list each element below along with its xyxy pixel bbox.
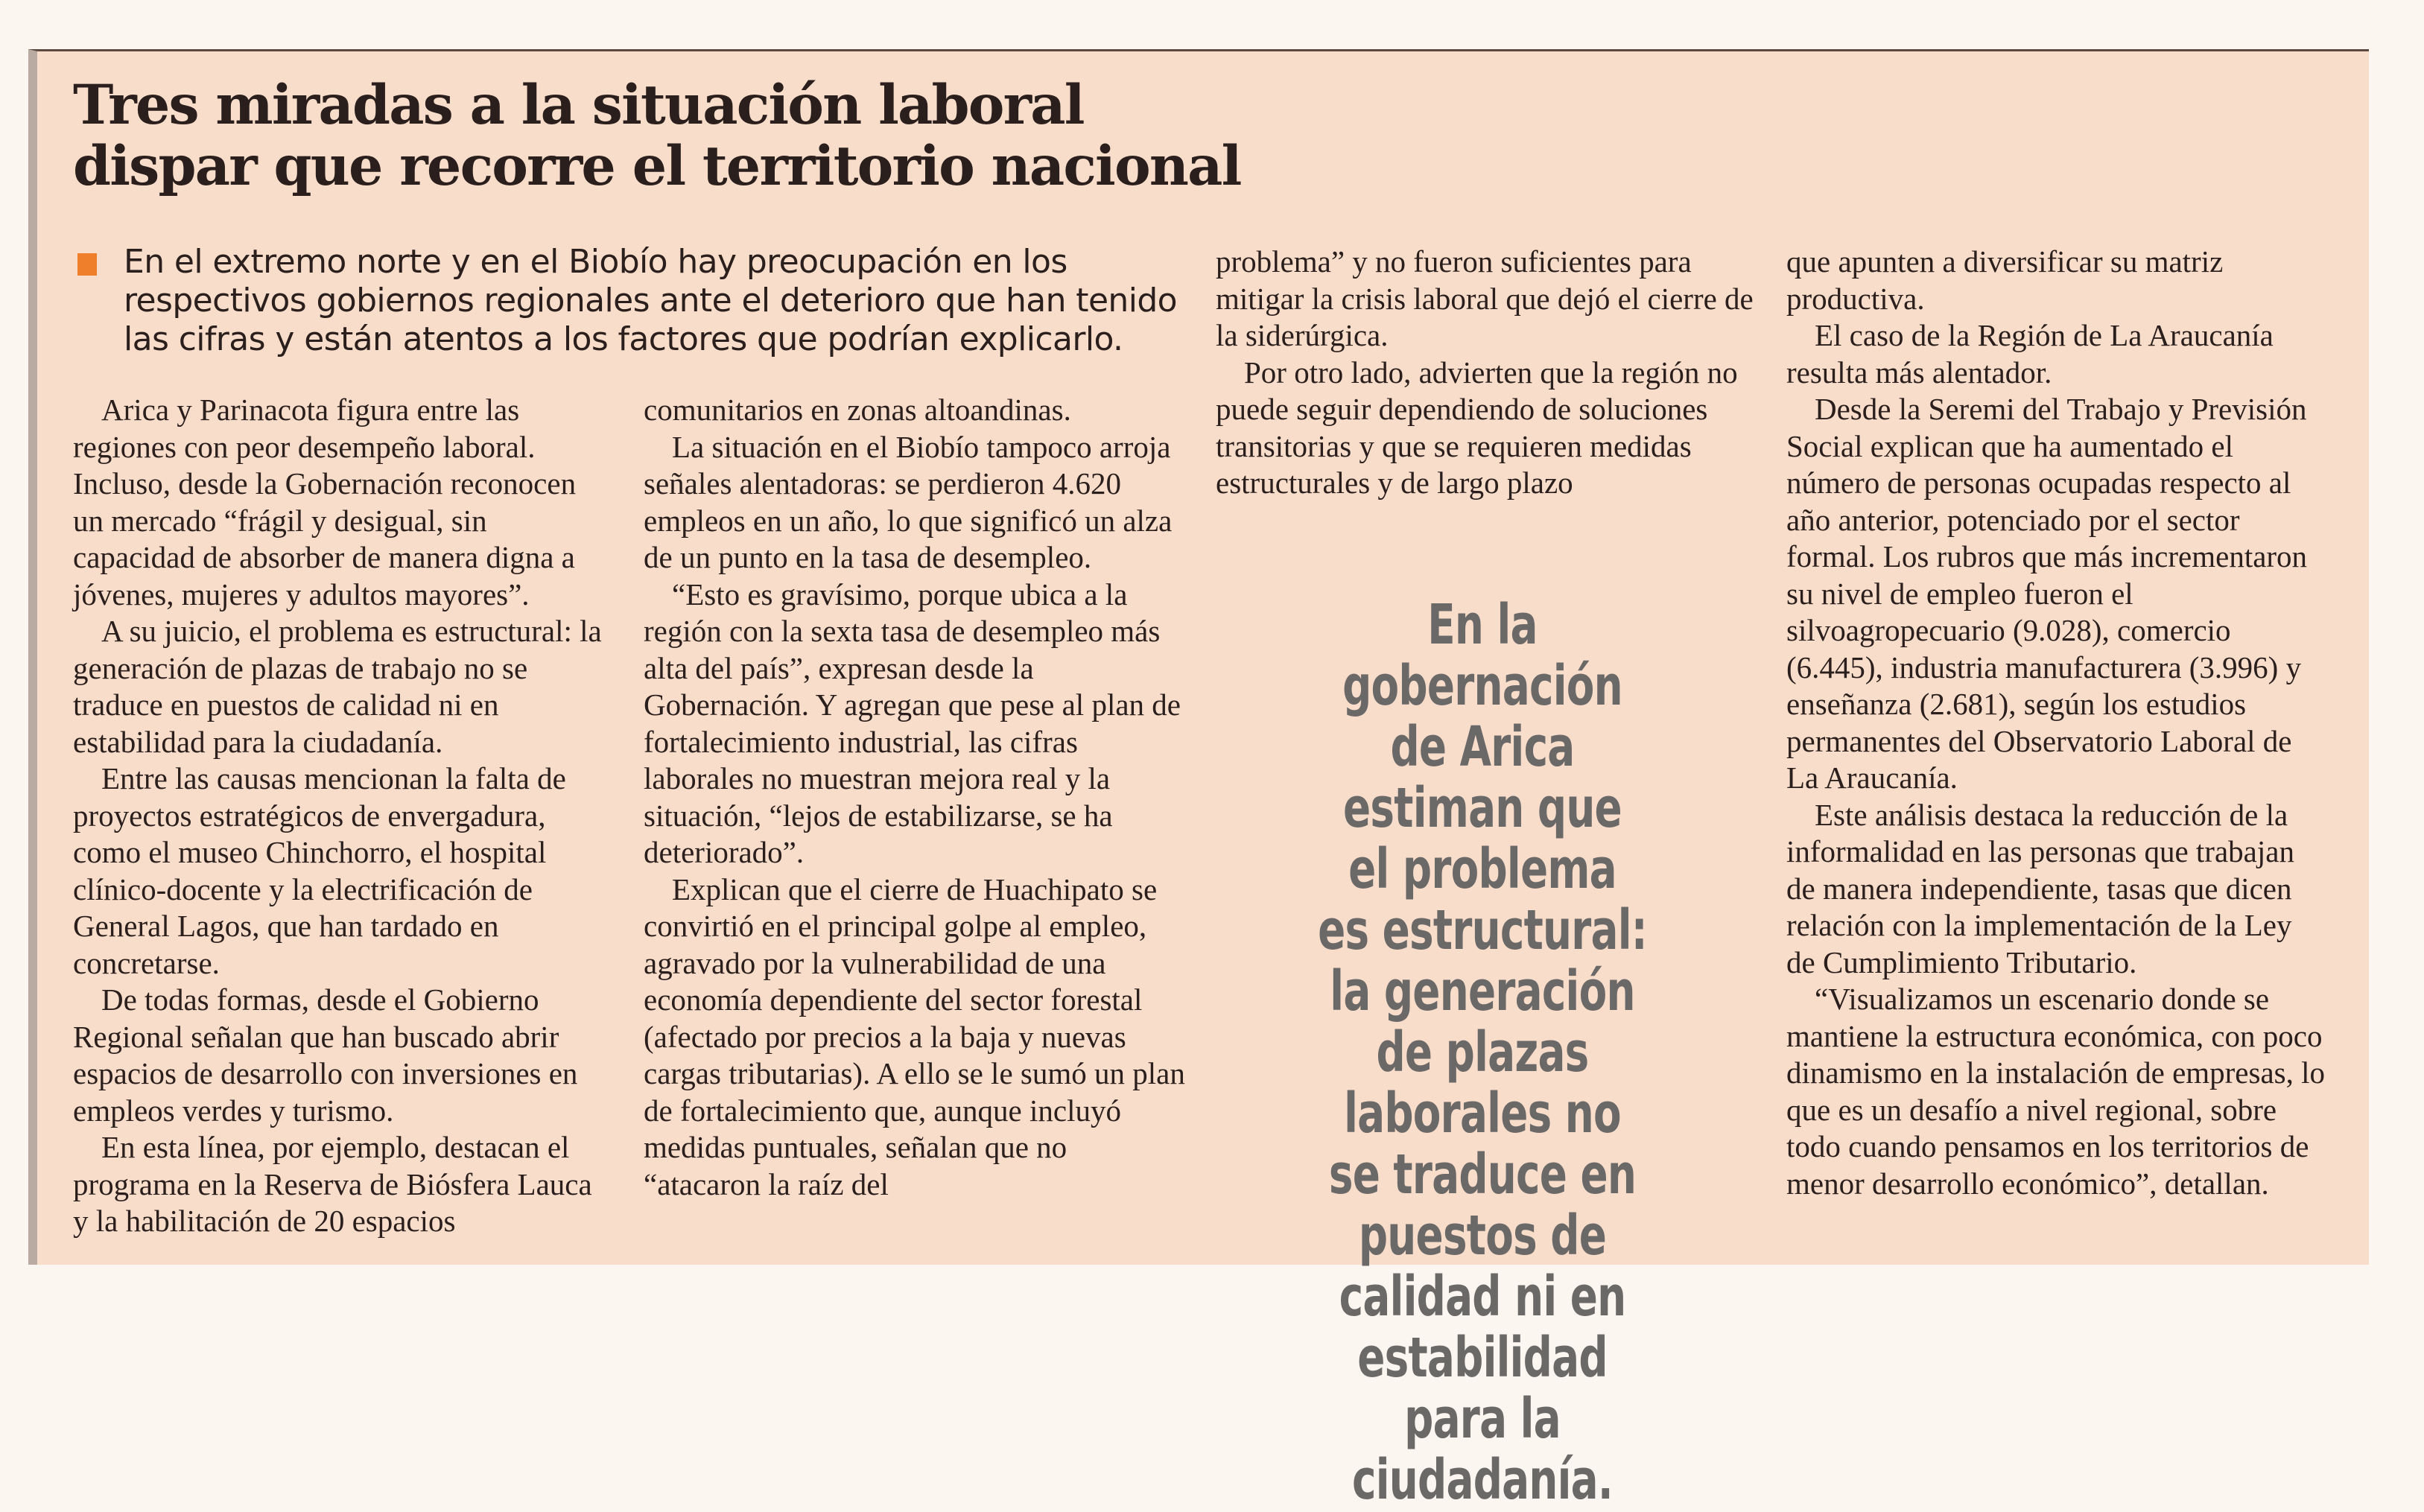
- text-column-2: [644, 392, 1187, 1203]
- paragraph: En esta línea, por ejemplo, destacan el programa en la Reserva de Biósfera Lauca y la habilitación de 20 espacios: [73, 1130, 592, 1238]
- paragraph: “Esto es gravísimo, porque ubica a la región con la sexta tasa de desempleo más alta del país”, expresan desde la Gobernación. Y agregan que pese al plan de fortalecimiento industrial, las cifras laborales no muestran mejora real y la situación, “lejos de estabilizarse, se ha deteriorado”.: [644, 576, 1181, 869]
- paragraph: que apunten a diversificar su matriz productiva.: [1786, 244, 2224, 316]
- paragraph: Arica y Parinacota figura entre las regiones con peor desempeño laboral. Incluso, desde la Gobernación reconocen un mercado “frágil y desigual, sin capacidad de absorber de manera digna a jóvenes, mujeres y adultos mayores”.: [73, 393, 577, 612]
- paragraph: A su juicio, el problema es estructural: la generación de plazas de trabajo no se traduce en puestos de calidad ni en estabilidad para la ciudadanía.: [73, 614, 602, 759]
- article-lead: En el extremo norte y en el Biobío hay preocupación en los respectivos gobiernos regionales ante el deterioro que han tenido las cifras y están atentos a los factores que podrían explicarlo.: [124, 243, 1177, 358]
- paragraph: “Visualizamos un escenario donde se mantiene la estructura económica, con poco dinamismo en la instalación de empresas, lo que es un desafío a nivel regional, sobre todo cuando pensamos en los territorios de menor desarrollo económico”, detallan.: [1786, 982, 2326, 1201]
- paragraph: Por otro lado, advierten que la región no puede seguir dependiendo de soluciones transitorias y que se requieren medidas estructurales y de largo plazo: [1216, 355, 1738, 500]
- paragraph: Desde la Seremi del Trabajo y Previsión Social explican que ha aumentado el número de personas ocupadas respecto al año anterior, potenciado por el sector formal. Los rubros que más incrementaron su nivel de empleo fueron el silvoagropecuario (9.028), comercio (6.445), industria manufacturera (3.996) y enseñanza (2.681), según los estudios permanentes del Observatorio Laboral de La Araucanía.: [1786, 392, 2308, 795]
- bullet-square-icon: [77, 253, 97, 276]
- paragraph: Entre las causas mencionan la falta de proyectos estratégicos de envergadura, como el museo Chinchorro, el hospital clínico-docente y la electrificación de General Lagos, que han tardado en concretarse.: [73, 761, 566, 980]
- paragraph: La situación en el Biobío tampoco arroja señales alentadoras: se perdieron 4.620 empleos en un año, lo que significó un alza de un punto en la tasa de desempleo.: [644, 429, 1173, 574]
- paragraph: El caso de la Región de La Araucanía resulta más alentador.: [1786, 318, 2274, 390]
- paragraph: Este análisis destaca la reducción de la informalidad en las personas que trabajan de manera independiente, tasas que dicen relación con la implementación de la Ley de Cumplimiento Tributario.: [1786, 797, 2294, 979]
- text-column-4: [1786, 244, 2326, 1202]
- text-column-3: [1216, 244, 1754, 502]
- pull-quote: En la gobernación de Arica estiman que el problema es estructural: la generación de plazas laborales no se traduce en puestos de calidad ni en estabilidad para la ciudadanía.: [1318, 593, 1647, 1512]
- paragraph: problema” y no fueron suficientes para mitigar la crisis laboral que dejó el cierre de la siderúrgica.: [1216, 244, 1754, 352]
- paragraph: comunitarios en zonas altoandinas.: [644, 393, 1071, 427]
- paragraph: Explican que el cierre de Huachipato se convirtió en el principal golpe al empleo, agravado por la vulnerabilidad de una economía dependiente del sector forestal (afectado por precios a la baja y nuevas cargas tributarias). A ello se le sumó un plan de fortalecimiento que, aunque incluyó medidas puntuales, señalan que no “atacaron la raíz del: [644, 871, 1185, 1201]
- article-headline: Tres miradas a la situación laboral dispar que recorre el territorio nacional: [73, 73, 1241, 198]
- paragraph: De todas formas, desde el Gobierno Regional señalan que han buscado abrir espacios de desarrollo con inversiones en empleos verdes y turismo.: [73, 982, 578, 1128]
- text-column-1: [73, 392, 606, 1240]
